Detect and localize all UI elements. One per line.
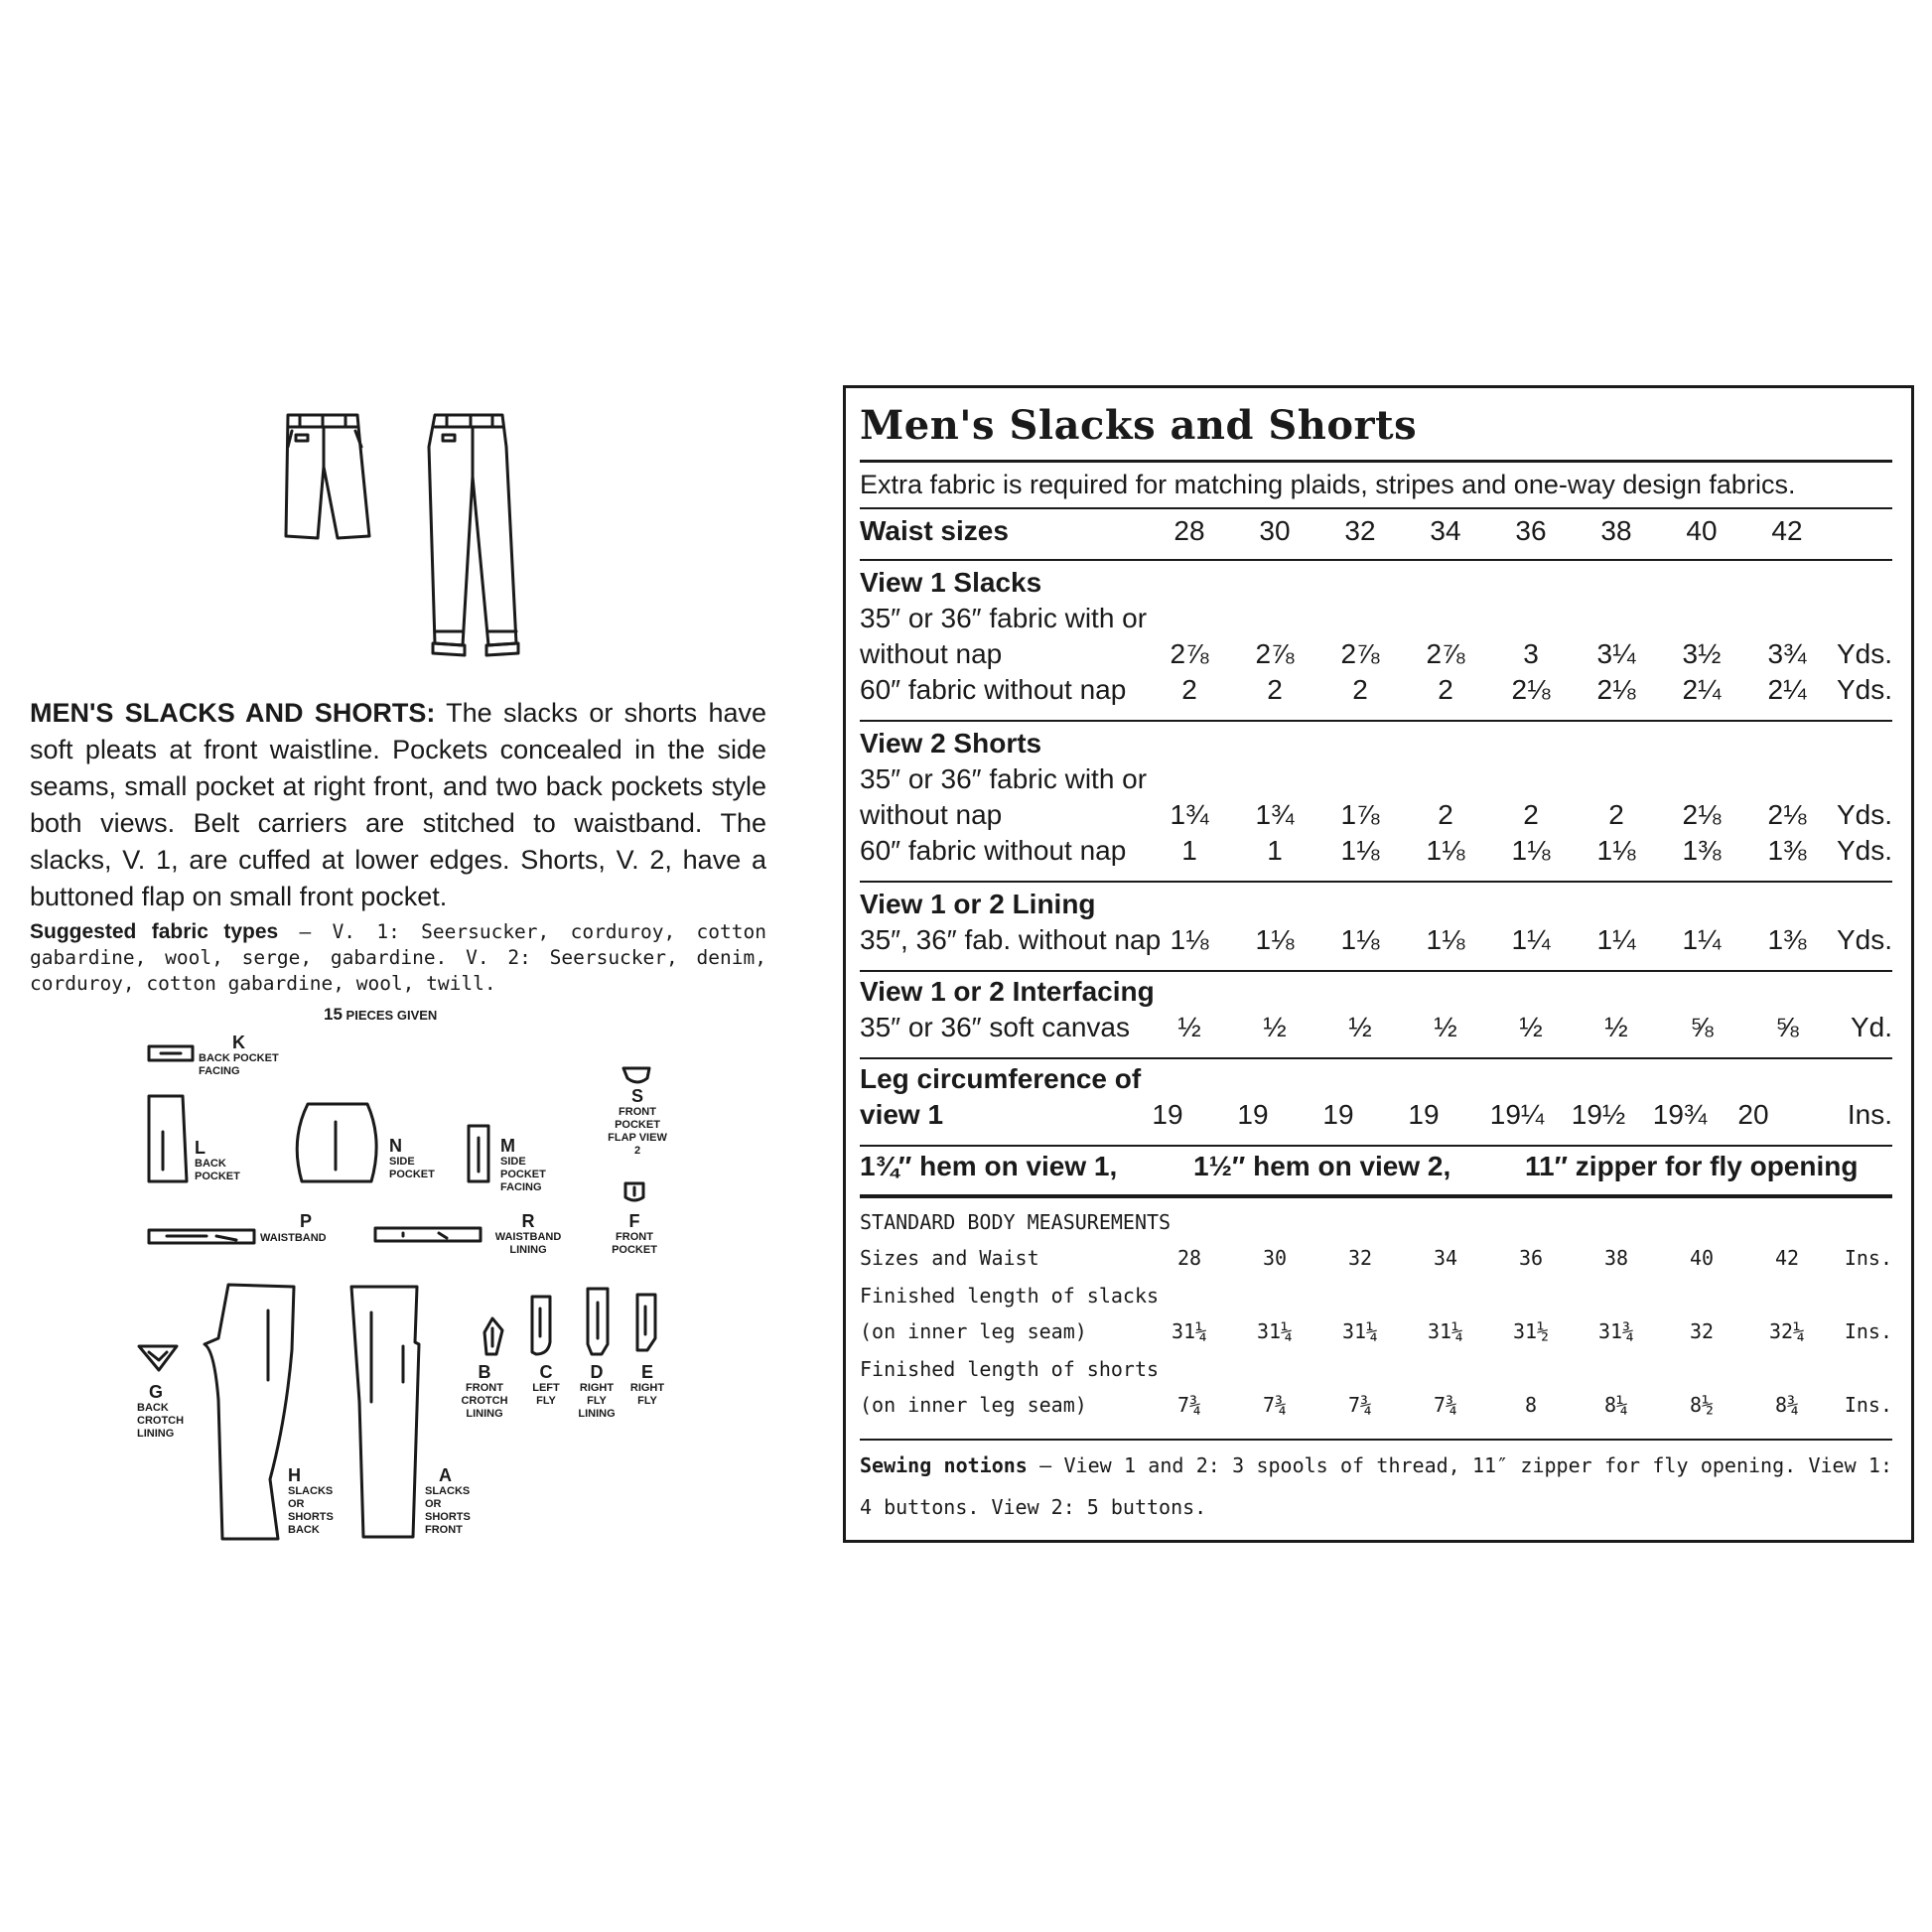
piece-h-letter: H bbox=[288, 1465, 301, 1485]
yardage-value: ½ bbox=[1519, 1012, 1543, 1042]
yardage-value: ½ bbox=[1263, 1012, 1287, 1042]
piece-s-shape bbox=[620, 1064, 655, 1088]
unit-label: Ins. bbox=[1847, 1099, 1892, 1130]
leg-value: 19 bbox=[1152, 1099, 1183, 1130]
body-value: 7¾ bbox=[1176, 1393, 1202, 1417]
piece-r-label bbox=[486, 1211, 570, 1257]
divider bbox=[860, 1439, 1892, 1441]
piece-r-shape bbox=[373, 1225, 484, 1245]
piece-d-shape bbox=[584, 1285, 614, 1360]
piece-b-label bbox=[453, 1362, 516, 1421]
piece-l-name: BACK POCKET bbox=[195, 1158, 240, 1182]
chart-note-row bbox=[860, 470, 1892, 505]
piece-l-shape bbox=[145, 1092, 195, 1187]
yardage-value: 1¾ bbox=[1255, 799, 1295, 830]
yardage-value: 3¼ bbox=[1596, 638, 1636, 669]
yardage-value: 2 bbox=[1438, 799, 1453, 830]
unit-label: Yds. bbox=[1836, 674, 1892, 705]
yardage-value: 2 bbox=[1352, 674, 1368, 705]
piece-c-name: LEFT FLY bbox=[532, 1382, 560, 1407]
yardage-value: 1⅛ bbox=[1170, 924, 1209, 955]
body-value: 32¼ bbox=[1768, 1319, 1806, 1343]
view2-row-b-label: 60″ fabric without nap bbox=[860, 835, 1127, 866]
piece-l-label bbox=[195, 1138, 254, 1183]
yardage-value: 2⅛ bbox=[1767, 799, 1807, 830]
pieces-count: 15 bbox=[324, 1005, 343, 1024]
pattern-description bbox=[30, 695, 766, 915]
view2-heading: View 2 Shorts bbox=[860, 728, 1042, 759]
piece-k-name: BACK POCKET FACING bbox=[199, 1052, 279, 1077]
yardage-value: 2 bbox=[1438, 674, 1453, 705]
fabric-body: — V. 1: Seersucker, corduroy, cotton gabardine, wool, serge, gabardine. V. 2: Seersucker, denim, corduroy, cotton gabardine, wool, twill. bbox=[30, 920, 766, 995]
piece-a-letter: A bbox=[439, 1465, 452, 1485]
yardage-value: 2⅛ bbox=[1511, 674, 1551, 705]
yardage-value: 1⅞ bbox=[1340, 799, 1380, 830]
yardage-value: 1⅛ bbox=[1255, 924, 1295, 955]
yardage-value: 1⅛ bbox=[1340, 924, 1380, 955]
piece-c-label bbox=[524, 1362, 568, 1408]
piece-m-letter: M bbox=[500, 1136, 515, 1156]
piece-f-label bbox=[602, 1211, 667, 1257]
body-value: 7¾ bbox=[1433, 1393, 1458, 1417]
yardage-value: 3¾ bbox=[1767, 638, 1807, 669]
chart-title: Men's Slacks and Shorts bbox=[860, 402, 1418, 449]
piece-a-name: SLACKS OR SHORTS FRONT bbox=[425, 1485, 471, 1536]
yardage-value: 1¾ bbox=[1170, 799, 1209, 830]
unit-label: Ins. bbox=[1844, 1246, 1892, 1270]
yardage-value: 1⅛ bbox=[1596, 835, 1636, 866]
piece-p-letter: P bbox=[300, 1211, 313, 1231]
view2-row-a-label: without nap bbox=[860, 799, 1003, 830]
yardage-value: 3 bbox=[1523, 638, 1539, 669]
leg-value: 19½ bbox=[1571, 1099, 1626, 1130]
piece-c-shape bbox=[528, 1293, 558, 1360]
piece-b-shape bbox=[479, 1314, 508, 1358]
yardage-chart bbox=[843, 385, 1914, 1543]
yardage-value: 2¼ bbox=[1682, 674, 1722, 705]
waist-size: 30 bbox=[1259, 515, 1291, 546]
piece-m-shape bbox=[463, 1122, 496, 1187]
piece-s-name: FRONT POCKET FLAP VIEW 2 bbox=[608, 1106, 667, 1157]
body-value: 42 bbox=[1774, 1246, 1800, 1270]
yardage-value: ⅝ bbox=[1775, 1012, 1799, 1042]
yardage-value: 1¼ bbox=[1596, 924, 1636, 955]
yardage-value: 1¼ bbox=[1511, 924, 1551, 955]
notions-body: — View 1 and 2: 3 spools of thread, 11″ zipper for fly opening. View 1: 4 buttons. View 2: 5 buttons. bbox=[860, 1453, 1892, 1519]
description-lead: MEN'S SLACKS AND SHORTS: bbox=[30, 698, 436, 728]
pieces-given bbox=[324, 1005, 437, 1025]
divider bbox=[860, 460, 1892, 463]
body-value: 31¼ bbox=[1341, 1319, 1379, 1343]
slacks-length-l1: Finished length of slacks bbox=[860, 1284, 1160, 1308]
view1-row-a-label: without nap bbox=[860, 638, 1003, 669]
piece-k-shape bbox=[147, 1044, 197, 1064]
divider bbox=[860, 720, 1892, 722]
body-heading: STANDARD BODY MEASUREMENTS bbox=[860, 1210, 1172, 1234]
yardage-value: 2⅛ bbox=[1682, 799, 1722, 830]
yardage-value: 2⅛ bbox=[1596, 674, 1636, 705]
leg-heading: Leg circumference of bbox=[860, 1063, 1142, 1094]
piece-s-label bbox=[608, 1086, 667, 1158]
divider bbox=[860, 881, 1892, 883]
unit-label: Yds. bbox=[1836, 835, 1892, 866]
fabric-suggestions bbox=[30, 919, 766, 997]
piece-e-letter: E bbox=[640, 1362, 653, 1382]
piece-k-letter: K bbox=[232, 1033, 245, 1052]
piece-f-shape bbox=[621, 1179, 647, 1205]
pieces-label: PIECES GIVEN bbox=[345, 1008, 438, 1023]
piece-p-name: WAISTBAND bbox=[260, 1232, 327, 1244]
body-value: 31¼ bbox=[1171, 1319, 1208, 1343]
body-value: 31½ bbox=[1512, 1319, 1550, 1343]
leg-value: 19¾ bbox=[1652, 1099, 1708, 1130]
body-value: 40 bbox=[1689, 1246, 1715, 1270]
piece-m-name: SIDE POCKET FACING bbox=[500, 1156, 546, 1193]
piece-p-shape bbox=[147, 1227, 258, 1247]
piece-h-label bbox=[288, 1465, 338, 1537]
yardage-value: 2⅞ bbox=[1340, 638, 1380, 669]
yardage-value: 2¼ bbox=[1767, 674, 1807, 705]
unit-label: Yd. bbox=[1850, 1012, 1892, 1042]
chart-note: Extra fabric is required for matching plaids, stripes and one-way design fabrics. bbox=[860, 470, 1796, 499]
yardage-value: ½ bbox=[1348, 1012, 1372, 1042]
body-value: 32 bbox=[1347, 1246, 1373, 1270]
piece-g-label bbox=[137, 1382, 197, 1441]
piece-k-label bbox=[199, 1033, 298, 1078]
yardage-value: ½ bbox=[1177, 1012, 1201, 1042]
zipper-note: 11″ zipper for fly opening bbox=[1525, 1151, 1859, 1181]
yardage-value: 1 bbox=[1181, 835, 1197, 866]
leg-value: 20 bbox=[1737, 1099, 1769, 1130]
yardage-value: 2 bbox=[1267, 674, 1283, 705]
piece-e-name: RIGHT FLY bbox=[629, 1382, 665, 1407]
yardage-value: ½ bbox=[1434, 1012, 1457, 1042]
yardage-value: 1⅜ bbox=[1682, 835, 1722, 866]
piece-l-letter: L bbox=[195, 1138, 206, 1158]
waist-size: 42 bbox=[1771, 515, 1803, 546]
yardage-value: 1⅜ bbox=[1767, 835, 1807, 866]
piece-g-shape bbox=[135, 1340, 181, 1376]
interfacing-heading: View 1 or 2 Interfacing bbox=[860, 976, 1155, 1007]
body-value: 8¾ bbox=[1774, 1393, 1800, 1417]
piece-g-name: BACK CROTCH LINING bbox=[137, 1402, 185, 1440]
yardage-value: 3½ bbox=[1682, 638, 1722, 669]
piece-d-letter: D bbox=[590, 1362, 604, 1382]
piece-s-letter: S bbox=[630, 1086, 643, 1106]
waist-size: 38 bbox=[1600, 515, 1632, 546]
body-value: 31¼ bbox=[1256, 1319, 1294, 1343]
shorts-length-l1: Finished length of shorts bbox=[860, 1357, 1160, 1381]
piece-n-label bbox=[389, 1136, 449, 1181]
yardage-value: 1¼ bbox=[1682, 924, 1722, 955]
piece-f-name: FRONT POCKET bbox=[612, 1231, 657, 1256]
body-value: 30 bbox=[1262, 1246, 1288, 1270]
piece-g-letter: G bbox=[149, 1382, 164, 1402]
divider bbox=[860, 970, 1892, 972]
piece-m-label bbox=[500, 1136, 560, 1194]
divider bbox=[860, 559, 1892, 561]
fabric-lead: Suggested fabric types bbox=[30, 920, 279, 943]
waist-size: 40 bbox=[1686, 515, 1718, 546]
piece-c-letter: C bbox=[539, 1362, 553, 1382]
piece-d-label bbox=[570, 1362, 623, 1421]
leg-value: 19 bbox=[1408, 1099, 1440, 1130]
waist-sizes-label: Waist sizes bbox=[860, 515, 1009, 546]
piece-b-name: FRONT CROTCH LINING bbox=[461, 1382, 508, 1420]
body-value: 7¾ bbox=[1262, 1393, 1288, 1417]
view1-line1: 35″ or 36″ fabric with or bbox=[860, 603, 1148, 633]
hem-view2: 1½″ hem on view 2, bbox=[1193, 1151, 1451, 1181]
piece-d-name: RIGHT FLY LINING bbox=[578, 1382, 616, 1420]
divider bbox=[860, 1194, 1892, 1198]
divider bbox=[860, 507, 1892, 509]
waist-size: 32 bbox=[1344, 515, 1376, 546]
leg-value: 19 bbox=[1322, 1099, 1354, 1130]
piece-n-name: SIDE POCKET bbox=[389, 1156, 435, 1180]
body-value: 32 bbox=[1689, 1319, 1715, 1343]
piece-f-letter: F bbox=[628, 1211, 640, 1231]
interfacing-row-label: 35″ or 36″ soft canvas bbox=[860, 1012, 1130, 1042]
yardage-value: 1⅛ bbox=[1340, 835, 1380, 866]
body-value: 8¼ bbox=[1603, 1393, 1629, 1417]
divider bbox=[860, 1057, 1892, 1059]
leg-value: 19 bbox=[1237, 1099, 1269, 1130]
yardage-value: 2⅞ bbox=[1426, 638, 1465, 669]
unit-label: Yds. bbox=[1836, 638, 1892, 669]
yardage-value: 1⅛ bbox=[1426, 924, 1465, 955]
piece-e-shape bbox=[631, 1291, 661, 1356]
yardage-value: 2⅞ bbox=[1170, 638, 1209, 669]
hem-view1: 1¾″ hem on view 1, bbox=[860, 1151, 1118, 1181]
waist-size: 34 bbox=[1430, 515, 1461, 546]
lining-heading: View 1 or 2 Lining bbox=[860, 889, 1096, 919]
piece-n-shape bbox=[288, 1100, 387, 1187]
view2-line1: 35″ or 36″ fabric with or bbox=[860, 763, 1148, 794]
piece-a-label bbox=[425, 1465, 475, 1537]
piece-e-label bbox=[621, 1362, 673, 1408]
yardage-value: 2 bbox=[1523, 799, 1539, 830]
body-value: 8 bbox=[1524, 1393, 1538, 1417]
yardage-value: 1⅜ bbox=[1767, 924, 1807, 955]
view1-row-b-label: 60″ fabric without nap bbox=[860, 674, 1127, 705]
slacks-illustration bbox=[419, 407, 528, 665]
body-value: 31¼ bbox=[1427, 1319, 1464, 1343]
leg-row-label: view 1 bbox=[860, 1099, 944, 1130]
body-value: 7¾ bbox=[1347, 1393, 1373, 1417]
yardage-value: 2 bbox=[1608, 799, 1624, 830]
body-value: 38 bbox=[1603, 1246, 1629, 1270]
yardage-value: ⅝ bbox=[1690, 1012, 1714, 1042]
body-sizes-label: Sizes and Waist bbox=[860, 1246, 1039, 1270]
unit-label: Yds. bbox=[1836, 799, 1892, 830]
lining-row-label: 35″, 36″ fab. without nap bbox=[860, 924, 1162, 955]
yardage-value: 2 bbox=[1181, 674, 1197, 705]
body-value: 34 bbox=[1433, 1246, 1458, 1270]
yardage-value: ½ bbox=[1604, 1012, 1628, 1042]
piece-b-letter: B bbox=[478, 1362, 491, 1382]
piece-p-label bbox=[260, 1211, 327, 1245]
piece-n-letter: N bbox=[389, 1136, 402, 1156]
description-body: The slacks or shorts have soft pleats at front waistline. Pockets concealed in the side seams, small pocket at right front, and two back pockets style both views. Belt carriers are stitched to waistband. The slacks, V. 1, are cuffed at lower edges. Shorts, V. 2, have a buttoned flap on small front pocket. bbox=[30, 698, 767, 911]
unit-label: Yds. bbox=[1836, 924, 1892, 955]
piece-r-letter: R bbox=[521, 1211, 535, 1231]
piece-h-name: SLACKS OR SHORTS BACK bbox=[288, 1485, 334, 1536]
unit-label: Ins. bbox=[1844, 1393, 1892, 1417]
body-value: 36 bbox=[1518, 1246, 1544, 1270]
body-value: 28 bbox=[1176, 1246, 1202, 1270]
waist-size: 36 bbox=[1515, 515, 1547, 546]
leg-value: 19¼ bbox=[1489, 1099, 1545, 1130]
unit-label: Ins. bbox=[1844, 1319, 1892, 1343]
view1-heading: View 1 Slacks bbox=[860, 567, 1042, 598]
yardage-value: 2⅞ bbox=[1255, 638, 1295, 669]
yardage-value: 1⅛ bbox=[1511, 835, 1551, 866]
waist-size: 28 bbox=[1173, 515, 1205, 546]
body-value: 31¾ bbox=[1597, 1319, 1635, 1343]
shorts-length-label: (on inner leg seam) bbox=[860, 1393, 1087, 1417]
piece-a-shape bbox=[347, 1283, 427, 1543]
yardage-value: 1 bbox=[1267, 835, 1283, 866]
yardage-value: 1⅛ bbox=[1426, 835, 1465, 866]
sewing-notions bbox=[860, 1445, 1892, 1528]
shorts-illustration bbox=[278, 407, 377, 546]
piece-r-name: WAISTBAND LINING bbox=[494, 1231, 562, 1256]
slacks-length-label: (on inner leg seam) bbox=[860, 1319, 1087, 1343]
body-value: 8½ bbox=[1689, 1393, 1715, 1417]
divider bbox=[860, 1145, 1892, 1147]
notions-lead: Sewing notions bbox=[860, 1453, 1028, 1477]
